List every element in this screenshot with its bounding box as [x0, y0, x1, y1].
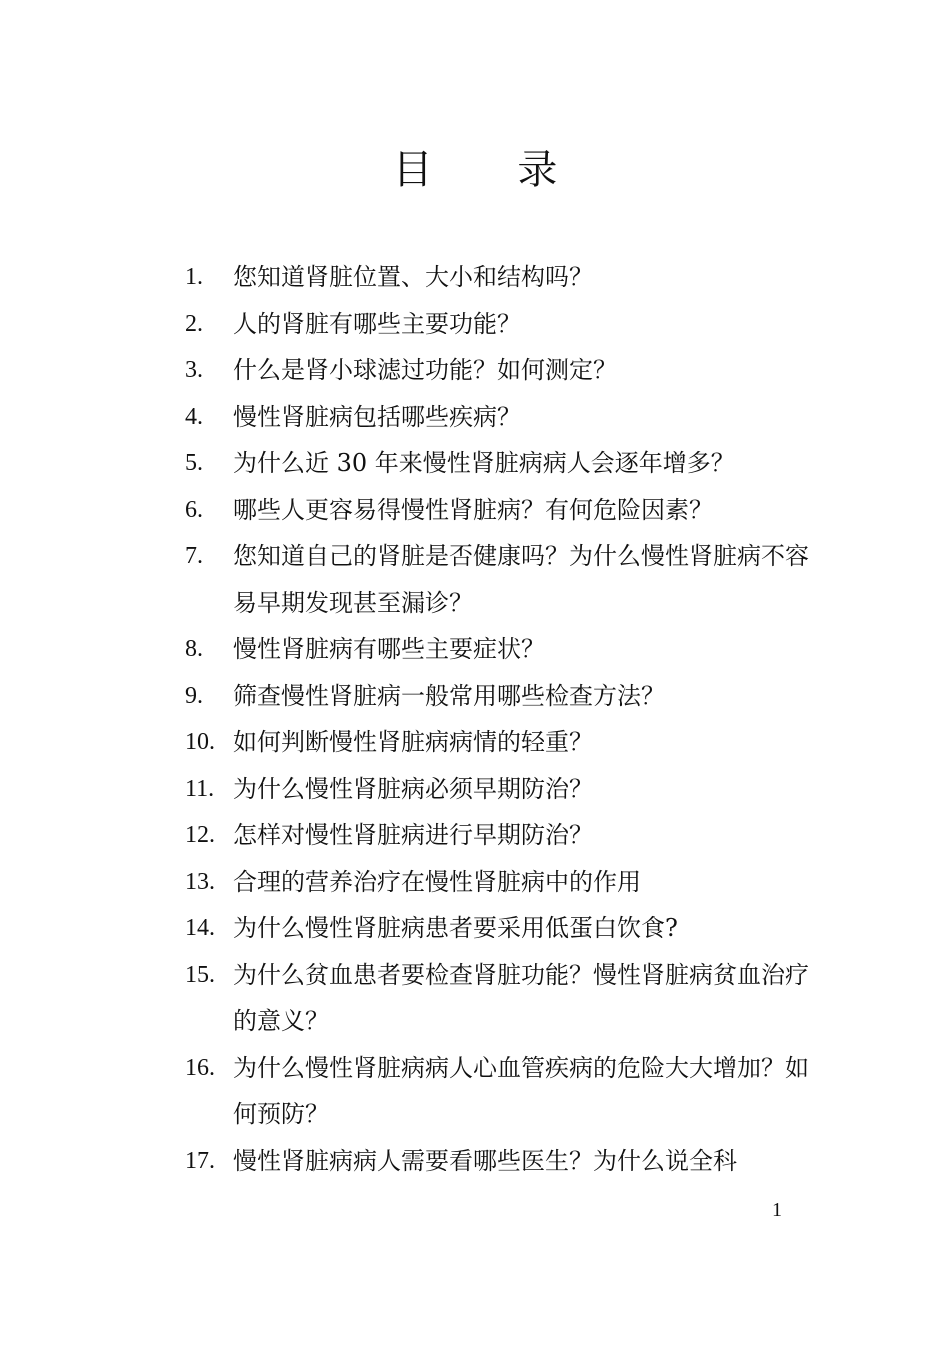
toc-item-15[interactable] — [185, 952, 825, 1045]
toc-item-text: 您知道肾脏位置、大小和结构吗？ — [233, 263, 593, 291]
toc-item-text: 人的肾脏有哪些主要功能？ — [233, 309, 521, 338]
toc-item-text: 慢性肾脏病包括哪些疾病？ — [233, 402, 521, 431]
toc-item-text: 为什么慢性肾脏病患者要采用低蛋白饮食? — [233, 914, 678, 942]
toc-item-number: 14. — [185, 915, 215, 941]
toc-item-text: 为什么近 30 年来慢性肾脏病病人会逐年增多？ — [233, 449, 735, 477]
toc-item-9[interactable] — [185, 673, 825, 720]
toc-item-11[interactable] — [185, 766, 825, 813]
toc-item-13[interactable] — [185, 859, 825, 906]
toc-item-1[interactable] — [185, 254, 825, 301]
toc-item-text: 什么是肾小球滤过功能？如何测定？ — [233, 356, 617, 384]
toc-item-text: 筛查慢性肾脏病一般常用哪些检查方法？ — [233, 681, 665, 710]
toc-item-5[interactable] — [185, 440, 825, 487]
toc-item-text: 慢性肾脏病有哪些主要症状？ — [233, 635, 545, 663]
toc-item-3[interactable] — [185, 347, 825, 394]
toc-item-number: 7. — [185, 543, 203, 569]
toc-item-text: 为什么慢性肾脏病病人心血管疾病的危险大大增加？如何预防？ — [233, 1053, 809, 1128]
toc-item-number: 16. — [185, 1054, 215, 1081]
toc-item-number: 11. — [185, 775, 215, 802]
toc-item-8[interactable] — [185, 626, 825, 673]
table-of-contents — [185, 254, 825, 1184]
toc-item-number: 15. — [185, 961, 215, 988]
toc-item-number: 17. — [185, 1147, 215, 1174]
page-number: 1 — [772, 1199, 782, 1221]
toc-item-text: 您知道自己的肾脏是否健康吗？为什么慢性肾脏病不容易早期发现甚至漏诊？ — [233, 542, 809, 617]
toc-item-text: 如何判断慢性肾脏病病情的轻重？ — [233, 728, 593, 756]
toc-item-text: 怎样对慢性肾脏病进行早期防治？ — [233, 821, 593, 849]
toc-item-4[interactable] — [185, 394, 825, 441]
toc-item-2[interactable] — [185, 301, 825, 348]
toc-item-text: 为什么慢性肾脏病必须早期防治？ — [233, 774, 593, 803]
toc-item-number: 5. — [185, 450, 203, 476]
toc-item-10[interactable] — [185, 719, 825, 766]
toc-item-14[interactable] — [185, 905, 825, 952]
toc-item-number: 13. — [185, 868, 215, 895]
toc-item-16[interactable] — [185, 1045, 825, 1138]
toc-item-number: 10. — [185, 729, 215, 755]
page-title: 目 录 — [392, 147, 594, 193]
toc-item-number: 3. — [185, 357, 203, 383]
toc-item-17[interactable] — [185, 1138, 825, 1185]
toc-item-number: 8. — [185, 636, 203, 662]
toc-item-number: 2. — [185, 310, 203, 337]
toc-item-number: 9. — [185, 682, 203, 709]
toc-item-7[interactable] — [185, 533, 825, 626]
toc-item-number: 4. — [185, 403, 203, 430]
toc-item-12[interactable] — [185, 812, 825, 859]
toc-item-number: 12. — [185, 822, 215, 848]
toc-item-number: 6. — [185, 496, 203, 523]
toc-item-6[interactable] — [185, 487, 825, 534]
toc-item-text: 为什么贫血患者要检查肾脏功能？慢性肾脏病贫血治疗的意义？ — [233, 960, 809, 1035]
toc-item-text: 合理的营养治疗在慢性肾脏病中的作用 — [233, 867, 641, 896]
toc-item-text: 慢性肾脏病病人需要看哪些医生？为什么说全科 — [233, 1146, 737, 1175]
toc-item-text: 哪些人更容易得慢性肾脏病？有何危险因素？ — [233, 495, 713, 524]
toc-item-number: 1. — [185, 264, 203, 290]
